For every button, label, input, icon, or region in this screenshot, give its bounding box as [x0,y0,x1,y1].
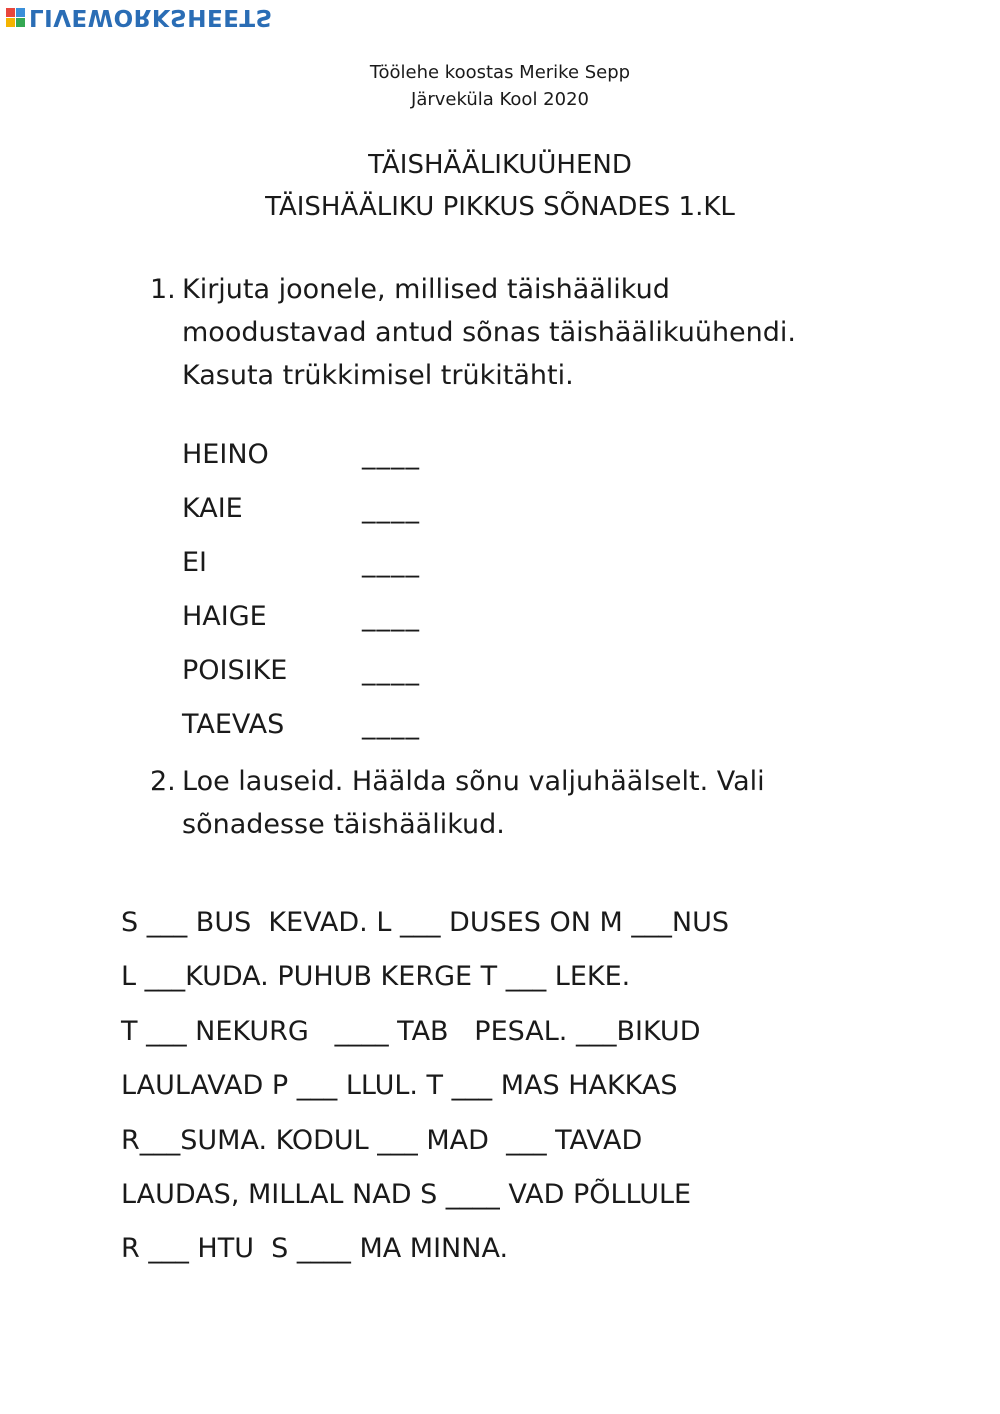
worksheet-subtitle: TÄISHÄÄLIKU PIKKUS SÕNADES 1.KL [265,192,735,222]
logo-text: LIVEWORKSHEETS [29,4,273,30]
school-line: Järveküla Kool 2020 [411,89,589,110]
answer-blank[interactable]: ____ [362,655,420,686]
answer-blank[interactable]: ____ [362,439,420,470]
task-2-instructions: Loe lauseid. Häälda sõnu valjuhäälselt. Vali sõnadesse täishäälikud. [182,766,765,840]
word-label: KAIE [182,493,243,524]
task-2 [150,760,850,846]
word-label: HEINO [182,439,269,470]
answer-blank[interactable]: ____ [362,547,420,578]
logo-block-yellow [6,18,15,27]
fill-in-sentence[interactable]: LAULAVAD P ___ LLUL. T ___ MAS HAKKAS [121,1070,678,1102]
word-label: EI [182,547,208,578]
liveworksheets-logo [6,4,273,30]
sentence-list [121,896,729,1277]
fill-in-sentence[interactable]: LAUDAS, MILLAL NAD S ____ VAD PÕLLULE [121,1179,692,1211]
task-2-number: 2. [150,766,176,797]
answer-blank[interactable]: ____ [362,709,420,740]
word-label: HAIGE [182,601,267,632]
author-line: Töölehe koostas Merike Sepp [369,62,631,83]
fill-in-sentence[interactable]: R___SUMA. KODUL ___ MAD ___ TAVAD [121,1124,643,1156]
fill-in-sentence[interactable]: L ___KUDA. PUHUB KERGE T ___ LEKE. [121,961,631,993]
task-1-number: 1. [150,274,176,305]
logo-block-green [16,18,25,27]
worksheet-title: TÄISHÄÄLIKUÜHEND [368,150,632,180]
word-label: POISIKE [182,655,288,686]
logo-block-blue [16,8,25,17]
task-1-instructions: Kirjuta joonele, millised täishäälikud moodustavad antud sõnas täishäälikuühendi. Kasuta trükkimisel trükitähti. [182,274,796,391]
logo-block-red [6,8,15,17]
logo-blocks-icon [6,8,25,27]
fill-in-sentence[interactable]: R ___ HTU S ____ MA MINNA. [121,1233,509,1265]
answer-blank[interactable]: ____ [362,601,420,632]
answer-blank[interactable]: ____ [362,493,420,524]
fill-in-sentence[interactable]: T ___ NEKURG ____ TAB PESAL. ___BIKUD [121,1015,701,1047]
word-label: TAEVAS [182,709,285,740]
task-1 [150,268,850,397]
fill-in-sentence[interactable]: S ___ BUS KEVAD. L ___ DUSES ON M ___NUS [121,907,730,938]
